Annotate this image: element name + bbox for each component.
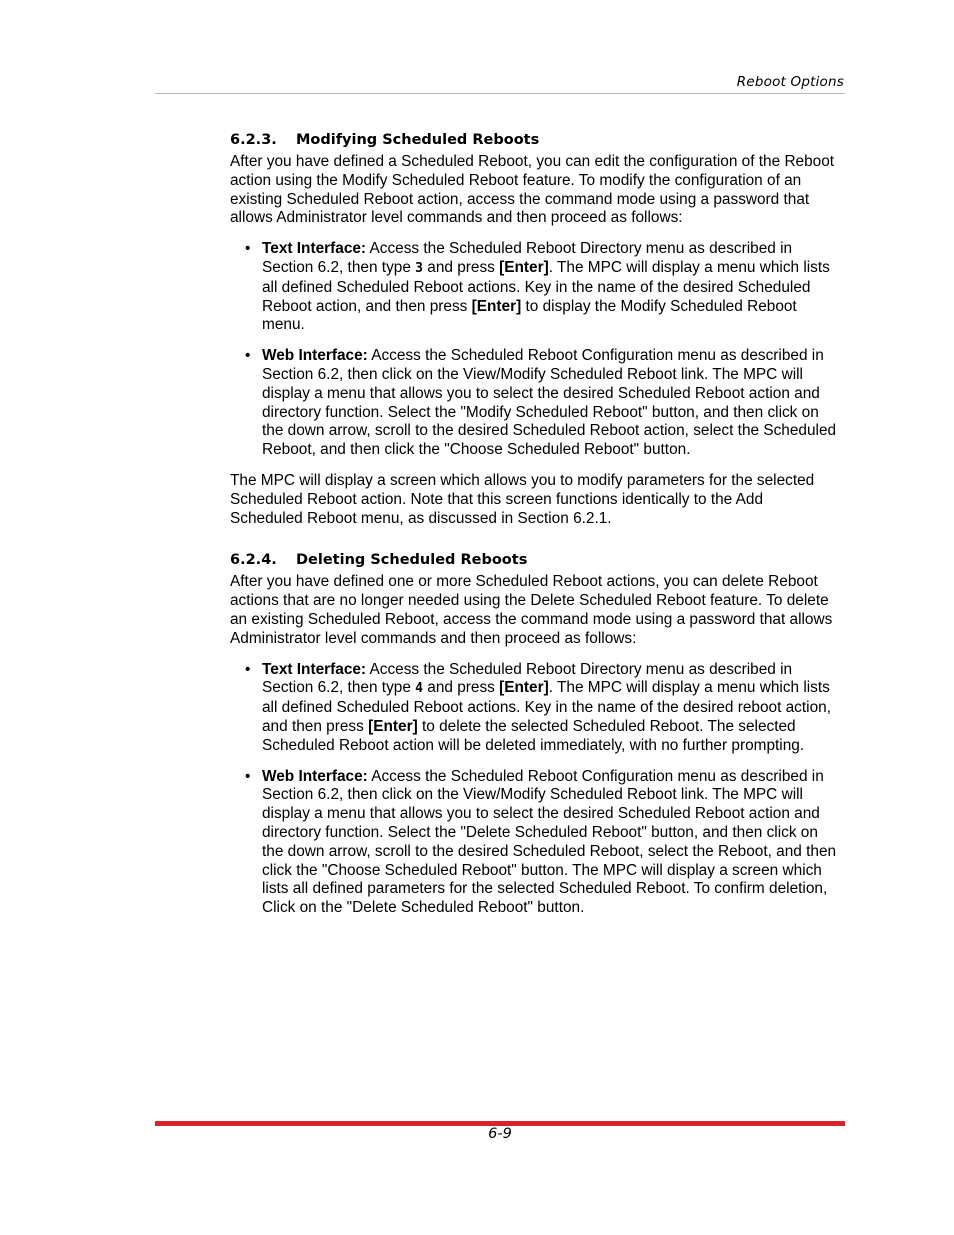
section-title: Modifying Scheduled Reboots <box>296 132 540 148</box>
bullet-icon: • <box>245 347 251 365</box>
section-modifying-scheduled-reboots <box>230 130 840 528</box>
enter-key-label: [Enter] <box>368 717 418 735</box>
bullet-text: to delete the selected Scheduled Reboot. The selected Scheduled Reboot action will be deleted immediately, with no further prompting. <box>262 717 805 754</box>
running-header: Reboot Options <box>736 74 844 90</box>
enter-key-label: [Enter] <box>499 679 549 697</box>
bullet-text: Access the Scheduled Reboot Directory menu as described in Section 6.2, then type <box>262 240 793 276</box>
bullet-list <box>230 661 840 918</box>
section-intro: After you have defined a Scheduled Reboot, you can edit the configuration of the Reboot action using the Modify Scheduled Reboot feature. To modify the configuration of an existing Scheduled Reboot action, access the command mode using a password that allows Administrator level commands and then proceed as follows: <box>230 153 835 227</box>
bullet-label: Web Interface: <box>262 347 368 365</box>
enter-key-label: [Enter] <box>471 297 522 315</box>
bullet-list <box>230 240 840 460</box>
section-number: 6.2.3. <box>230 132 277 148</box>
section-title: Deleting Scheduled Reboots <box>296 552 528 569</box>
bullet-icon: • <box>245 660 251 678</box>
bullet-text: . The MPC will display a menu which lists all defined Scheduled Reboot actions. Key in the name of the desired reboot action, and then press <box>262 679 831 735</box>
section-deleting-scheduled-reboots <box>230 550 840 918</box>
command-code: 4 <box>415 681 423 697</box>
page-number: 6-9 <box>488 1126 512 1142</box>
bullet-text: Access the Scheduled Reboot Configuration menu as described in Section 6.2, then click on the View/Modify Scheduled Reboot link. The MPC will display a menu that allows you to select the desired Scheduled Reboot action and directory function. Select the "Modify Scheduled Reboot" button, and then click on the down arrow, scroll to the desired Scheduled Reboot action, select the Scheduled Reboot, and then click the "Choose Scheduled Reboot" button. <box>262 347 837 459</box>
bullet-text: Access the Scheduled Reboot Configuration menu as described in Section 6.2, then click on the View/Modify Scheduled Reboot link. The MPC will display a menu that allows you to select the desired Scheduled Reboot action and directory function. Select the "Delete Scheduled Reboot" button, and then click on the down arrow, scroll to the desired Scheduled Reboot, select the Reboot, and then click the "Choose Scheduled Reboot" button. The MPC will display a screen which lists all defined parameters for the selected Scheduled Reboot. To confirm deletion, Click on the "Delete Scheduled Reboot" button. <box>262 767 837 917</box>
section-outro: The MPC will display a screen which allows you to modify parameters for the selected Scheduled Reboot action. Note that this screen functions identically to the Add Scheduled Reboot menu, as discussed in Section 6.2.1. <box>230 471 815 527</box>
bullet-text: Access the Scheduled Reboot Directory menu as described in Section 6.2, then type <box>262 660 793 697</box>
section-heading <box>230 550 840 570</box>
bullet-icon: • <box>245 767 251 785</box>
bullet-label: Web Interface: <box>262 767 368 785</box>
section-number: 6.2.4. <box>230 552 277 569</box>
bullet-text-interface <box>245 660 840 756</box>
bullet-icon: • <box>245 240 251 258</box>
bullet-web-interface <box>245 767 840 918</box>
bullet-label: Text Interface: <box>262 660 367 678</box>
command-code: 3 <box>415 260 423 276</box>
section-heading <box>230 130 840 150</box>
page-content <box>230 130 840 930</box>
bullet-web-interface <box>245 347 840 460</box>
bullet-text: . The MPC will display a menu which lists all defined Scheduled Reboot actions. Key in the name of the desired Scheduled Reboot action, and then press <box>262 258 830 315</box>
bullet-text-interface <box>245 240 840 335</box>
section-intro: After you have defined one or more Scheduled Reboot actions, you can delete Reboot actions that are no longer needed using the Delete Scheduled Reboot feature. To delete an existing Scheduled Reboot, access the command mode using a password that allows Administrator level commands and then proceed as follows: <box>230 573 833 647</box>
bullet-text: to display the Modify Scheduled Reboot menu. <box>262 297 797 334</box>
bullet-label: Text Interface: <box>262 240 367 258</box>
bullet-text: and press <box>422 679 500 697</box>
enter-key-label: [Enter] <box>499 258 549 276</box>
section-spacer <box>230 528 840 550</box>
bullet-text: and press <box>422 258 500 276</box>
header-divider <box>155 93 845 94</box>
